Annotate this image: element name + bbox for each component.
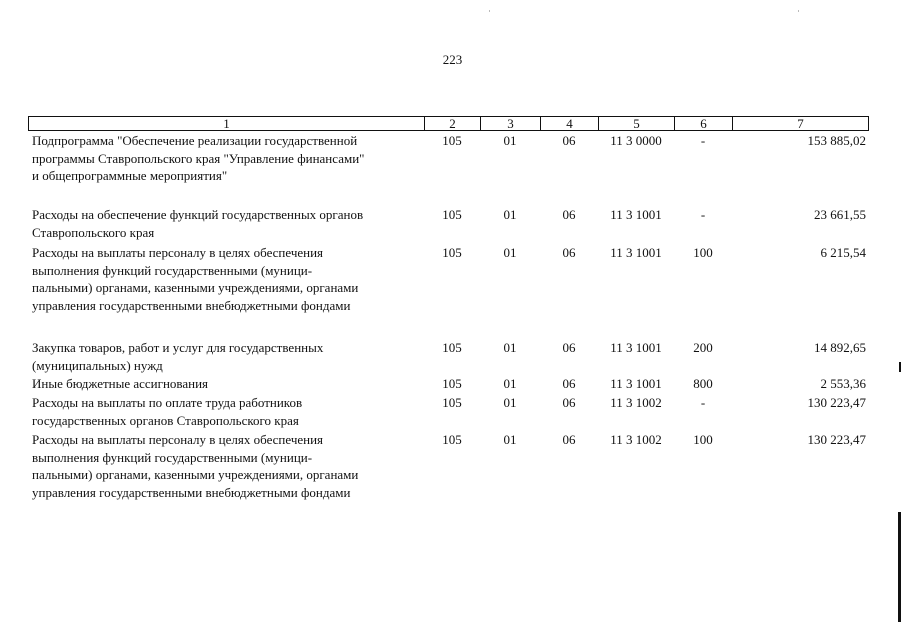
row-description: Расходы на выплаты по оплате труда работников государственных органов Ставропольского края bbox=[32, 395, 303, 428]
row-col-7: 14 892,65 bbox=[814, 340, 866, 355]
page-number: 223 bbox=[442, 52, 463, 67]
row-col-7: 153 885,02 bbox=[807, 133, 866, 148]
row-col-7: 130 223,47 bbox=[807, 395, 866, 410]
row-col-6: 100 bbox=[693, 245, 713, 260]
row-description: Закупка товаров, работ и услуг для государственных (муниципальных) нужд bbox=[32, 340, 324, 373]
row-col-2: 105 bbox=[442, 395, 462, 410]
row-col-4: 06 bbox=[562, 395, 576, 410]
header-col-4: 4 bbox=[541, 117, 599, 130]
row-col-2: 105 bbox=[442, 133, 462, 148]
row-col-4: 06 bbox=[562, 432, 576, 447]
row-col-7: 23 661,55 bbox=[814, 207, 866, 222]
header-col-3: 3 bbox=[481, 117, 541, 130]
row-col-4: 06 bbox=[562, 133, 576, 148]
row-col-3: 01 bbox=[503, 340, 517, 355]
row-col-4: 06 bbox=[562, 207, 576, 222]
row-col-5: 11 3 1002 bbox=[610, 395, 662, 410]
row-col-5: 11 3 1001 bbox=[610, 207, 662, 222]
row-col-7: 130 223,47 bbox=[807, 432, 866, 447]
row-col-2: 105 bbox=[442, 207, 462, 222]
row-col-2: 105 bbox=[442, 376, 462, 391]
row-description: Расходы на выплаты персоналу в целях обеспечения выполнения функций государственными (муници- пальными) органами, казенными учреждениями, органами управления государственными внебюджетными фондами bbox=[32, 245, 359, 313]
row-col-5: 11 3 1001 bbox=[610, 245, 662, 260]
header-col-5: 5 bbox=[599, 117, 675, 130]
row-description: Подпрограмма "Обеспечение реализации государственной программы Ставропольского края "Управление финансами" и общепрограммные мероприятия" bbox=[32, 133, 365, 183]
header-col-7: 7 bbox=[797, 116, 804, 131]
row-col-4: 06 bbox=[562, 376, 576, 391]
row-col-2: 105 bbox=[442, 340, 462, 355]
header-col-2: 2 bbox=[425, 117, 481, 130]
row-description: Расходы на обеспечение функций государственных органов Ставропольского края bbox=[32, 207, 364, 240]
row-col-6: 200 bbox=[693, 340, 713, 355]
row-col-7: 2 553,36 bbox=[820, 376, 866, 391]
row-col-3: 01 bbox=[503, 207, 517, 222]
table-header bbox=[28, 116, 869, 131]
row-col-6: 100 bbox=[693, 432, 713, 447]
scan-artifact bbox=[489, 10, 490, 12]
row-col-6: - bbox=[700, 207, 706, 222]
row-col-5: 11 3 0000 bbox=[610, 133, 662, 148]
row-col-3: 01 bbox=[503, 432, 517, 447]
header-col-1: 1 bbox=[29, 117, 425, 130]
header-col-6: 6 bbox=[675, 117, 733, 130]
row-description: Иные бюджетные ассигнования bbox=[32, 376, 209, 391]
row-col-5: 11 3 1001 bbox=[610, 340, 662, 355]
row-col-3: 01 bbox=[503, 395, 517, 410]
row-col-5: 11 3 1001 bbox=[610, 376, 662, 391]
scan-edge-mark bbox=[898, 512, 901, 622]
row-col-5: 11 3 1002 bbox=[610, 432, 662, 447]
row-col-6: - bbox=[700, 395, 706, 410]
row-col-6: 800 bbox=[693, 376, 713, 391]
row-col-3: 01 bbox=[503, 133, 517, 148]
row-col-4: 06 bbox=[562, 340, 576, 355]
row-col-6: - bbox=[700, 133, 706, 148]
row-col-7: 6 215,54 bbox=[820, 245, 866, 260]
scan-edge-mark bbox=[899, 362, 901, 372]
row-col-3: 01 bbox=[503, 245, 517, 260]
row-col-2: 105 bbox=[442, 432, 462, 447]
scan-artifact bbox=[798, 10, 799, 12]
row-col-2: 105 bbox=[442, 245, 462, 260]
row-description: Расходы на выплаты персоналу в целях обеспечения выполнения функций государственными (муници- пальными) органами, казенными учреждениями, органами управления государственными внебюджетными фондами bbox=[32, 432, 359, 500]
row-col-3: 01 bbox=[503, 376, 517, 391]
row-col-4: 06 bbox=[562, 245, 576, 260]
